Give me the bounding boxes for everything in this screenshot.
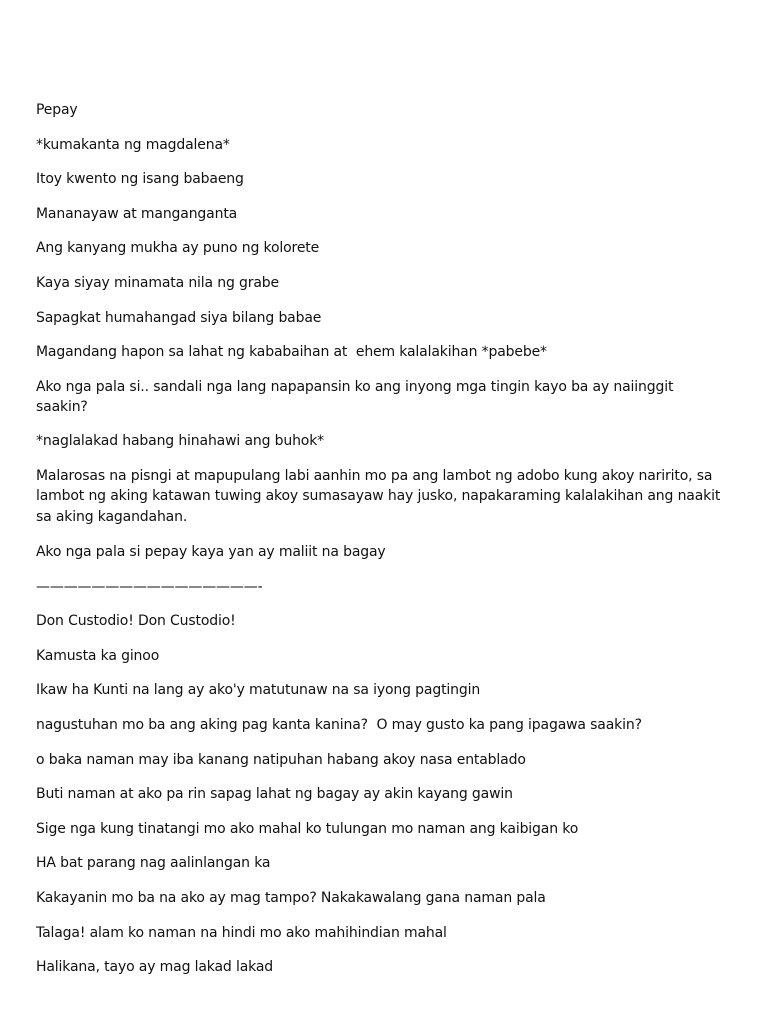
- script-line: Don Custodio! Don Custodio!: [36, 613, 236, 630]
- script-line: HA bat parang nag aalinlangan ka: [36, 855, 271, 872]
- script-line: Buti naman at ako pa rin sapag lahat ng bagay ay akin kayang gawin: [36, 786, 513, 803]
- script-line: Talaga! alam ko naman na hindi mo ako mahihindian mahal: [36, 924, 447, 941]
- script-line: Sapagkat humahangad siya bilang babae: [36, 309, 322, 326]
- script-line: Ikaw ha Kunti na lang ay ako'y matutunaw na sa iyong pagtingin: [36, 682, 481, 699]
- script-line: Magandang hapon sa lahat ng kababaihan at ehem kalalakihan *pabebe*: [36, 344, 547, 361]
- script-line: *kumakanta ng magdalena*: [36, 136, 230, 153]
- script-line: Ako nga pala si.. sandali nga lang napapansin ko ang inyong mga tingin kayo ba ay naiinggit saakin?: [36, 378, 678, 415]
- script-line: Pepay: [36, 102, 78, 118]
- script-line: Kamusta ka ginoo: [36, 647, 160, 664]
- script-line: Mananayaw at manganganta: [36, 205, 238, 222]
- script-line: Kaya siyay minamata nila ng grabe: [36, 274, 279, 291]
- script-line: Ang kanyang mukha ay puno ng kolorete: [36, 240, 320, 257]
- document-body: [36, 100, 726, 992]
- script-line: o baka naman may iba kanang natipuhan habang akoy nasa entablado: [36, 751, 526, 768]
- script-line: Sige nga kung tinatangi mo ako mahal ko tulungan mo naman ang kaibigan ko: [36, 820, 579, 837]
- script-line: Kakayanin mo ba na ako ay mag tampo? Nakakawalang gana naman pala: [36, 889, 546, 906]
- script-line: nagustuhan mo ba ang aking pag kanta kanina? O may gusto ka pang ipagawa saakin?: [36, 717, 642, 733]
- script-line: Halikana, tayo ay mag lakad lakad: [36, 959, 274, 976]
- section-divider: ————————————————-: [36, 578, 263, 595]
- script-line: Itoy kwento ng isang babaeng: [36, 171, 244, 188]
- script-line: *naglalakad habang hinahawi ang buhok*: [36, 433, 325, 450]
- script-line: Ako nga pala si pepay kaya yan ay maliit na bagay: [36, 544, 386, 561]
- script-paragraph: Malarosas na pisngi at mapupulang labi aanhin mo pa ang lambot ng adobo kung akoy naririto, sa lambot ng aking katawan tuwing akoy sumasayaw hay jusko, napakaraming kalalakihan ang naakit sa aking kagandahan.: [36, 467, 725, 525]
